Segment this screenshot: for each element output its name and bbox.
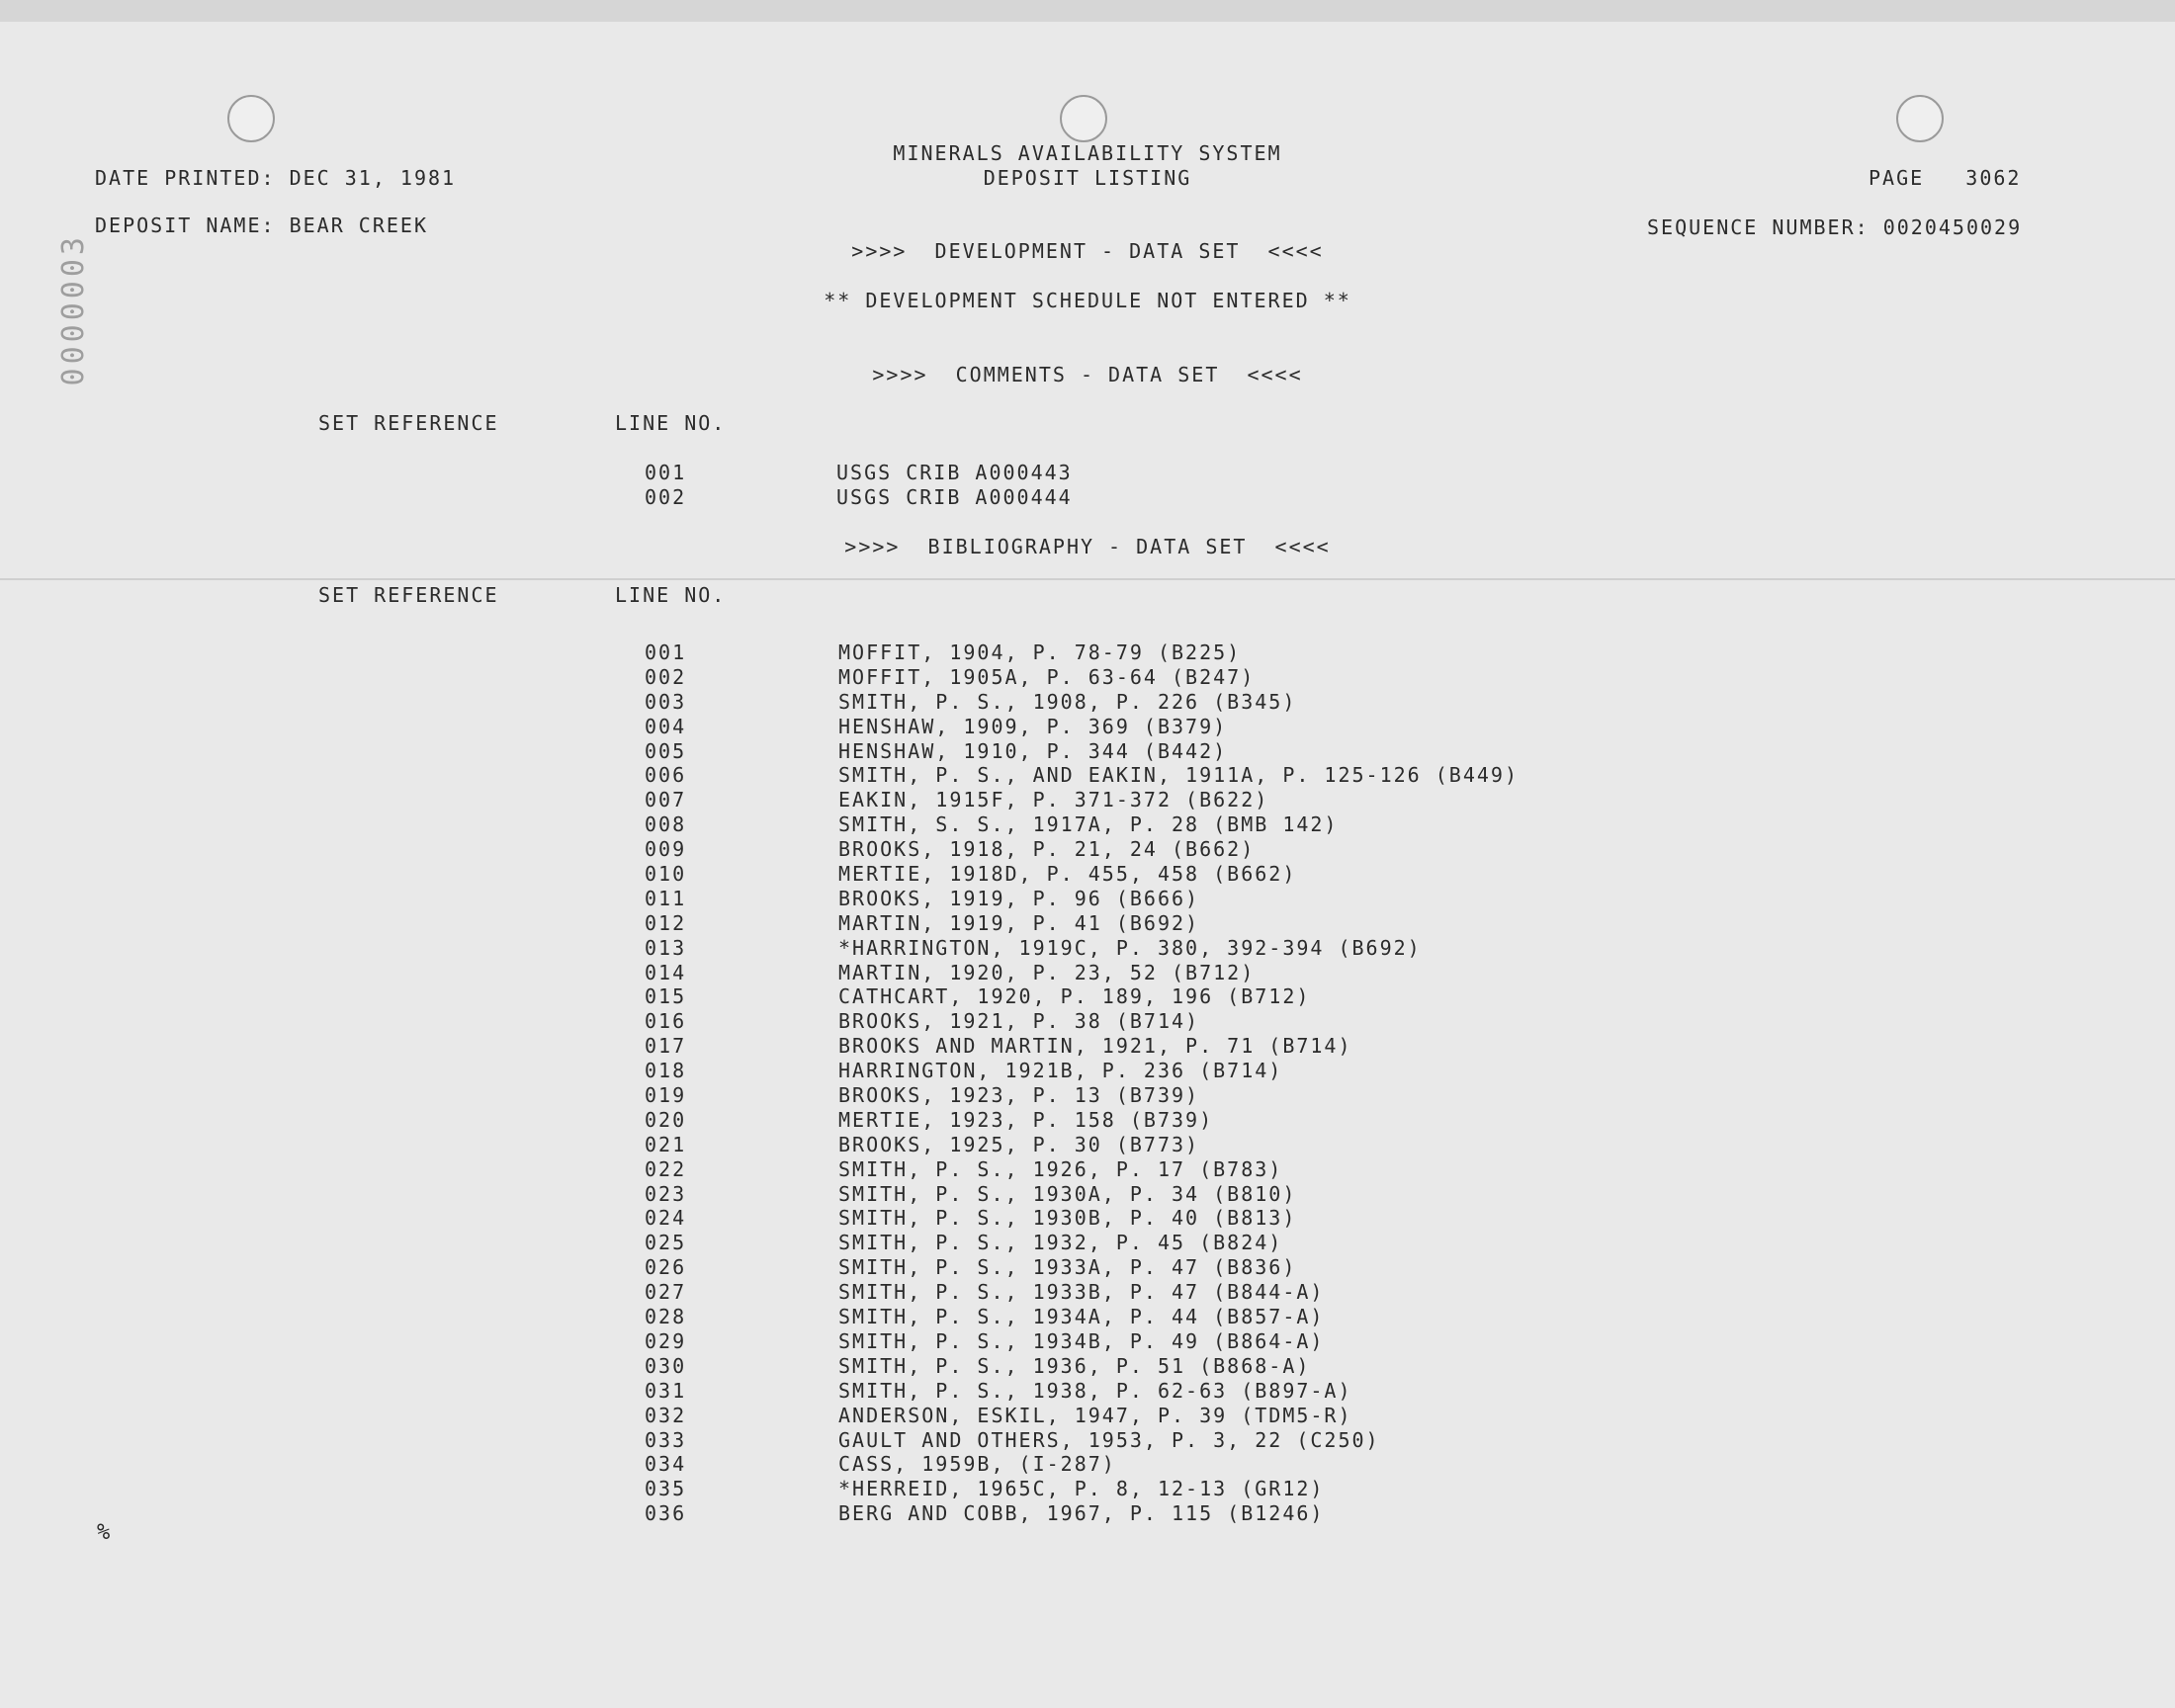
- bibliography-line-numbers: [645, 640, 686, 1526]
- bibliography-references: [838, 640, 1519, 1526]
- bibliography-line-no: 025: [645, 1231, 687, 1255]
- bibliography-reference: SMITH, P. S., 1936, P. 51 (B868-A): [838, 1353, 1311, 1378]
- bibliography-reference: *HERREID, 1965C, P. 8, 12-13 (GR12): [838, 1477, 1325, 1501]
- bibliography-reference: SMITH, P. S., 1934B, P. 49 (B864-A): [838, 1328, 1325, 1353]
- bibliography-line-no: 026: [645, 1255, 687, 1280]
- fold-line: [0, 578, 2175, 580]
- bibliography-col-line-no: LINE NO.: [615, 583, 727, 607]
- bibliography-reference: BROOKS, 1923, P. 13 (B739): [838, 1083, 1200, 1108]
- bibliography-line-no: 017: [645, 1034, 687, 1059]
- bibliography-line-no: 023: [645, 1181, 687, 1206]
- bibliography-reference: MARTIN, 1920, P. 23, 52 (B712): [838, 960, 1256, 984]
- listing-title: DEPOSIT LISTING: [983, 166, 1192, 190]
- comment-text: USGS CRIB A000443: [836, 461, 1073, 484]
- bibliography-reference: SMITH, P. S., 1934A, P. 44 (B857-A): [838, 1305, 1325, 1329]
- bibliography-line-no: 015: [645, 984, 687, 1009]
- bibliography-reference: SMITH, P. S., 1933A, P. 47 (B836): [838, 1255, 1297, 1280]
- comments-col-set-reference: SET REFERENCE: [318, 411, 499, 435]
- comment-text: USGS CRIB A000444: [836, 485, 1073, 509]
- bibliography-line-no: 003: [645, 689, 687, 714]
- bibliography-col-set-reference: SET REFERENCE: [318, 583, 499, 607]
- bibliography-line-no: 016: [645, 1009, 687, 1034]
- bibliography-reference: SMITH, P. S., AND EAKIN, 1911A, P. 125-126 (B449): [838, 763, 1520, 788]
- bibliography-line-no: 021: [645, 1132, 687, 1156]
- bibliography-line-no: 028: [645, 1305, 687, 1329]
- system-title: MINERALS AVAILABILITY SYSTEM: [893, 141, 1282, 165]
- bibliography-reference: SMITH, P. S., 1932, P. 45 (B824): [838, 1231, 1283, 1255]
- bibliography-heading: >>>> BIBLIOGRAPHY - DATA SET <<<<: [844, 535, 1331, 558]
- bibliography-reference: BROOKS, 1918, P. 21, 24 (B662): [838, 837, 1256, 862]
- bibliography-line-no: 011: [645, 886, 687, 910]
- page-number: PAGE 3062: [1869, 166, 2022, 190]
- comment-line-no: 001: [645, 461, 687, 484]
- bibliography-line-no: 012: [645, 910, 687, 935]
- bibliography-reference: MOFFIT, 1904, P. 78-79 (B225): [838, 640, 1242, 664]
- bibliography-reference: BROOKS, 1919, P. 96 (B666): [838, 886, 1200, 910]
- bibliography-reference: HENSHAW, 1910, P. 344 (B442): [838, 738, 1228, 763]
- bibliography-reference: CATHCART, 1920, P. 189, 196 (B712): [838, 984, 1311, 1009]
- bibliography-line-no: 019: [645, 1083, 687, 1108]
- bibliography-reference: CASS, 1959B, (I-287): [838, 1452, 1116, 1477]
- margin-code: 0000003: [56, 233, 91, 386]
- bibliography-line-no: 020: [645, 1107, 687, 1132]
- bibliography-line-no: 001: [645, 640, 687, 664]
- bibliography-line-no: 029: [645, 1328, 687, 1353]
- development-heading: >>>> DEVELOPMENT - DATA SET <<<<: [851, 239, 1324, 263]
- bibliography-line-no: 005: [645, 738, 687, 763]
- bibliography-line-no: 030: [645, 1353, 687, 1378]
- punch-hole-left: [227, 95, 275, 142]
- bibliography-reference: GAULT AND OTHERS, 1953, P. 3, 22 (C250): [838, 1427, 1380, 1452]
- bibliography-line-no: 018: [645, 1059, 687, 1083]
- comment-line-no: 002: [645, 485, 687, 509]
- punch-hole-center: [1060, 95, 1107, 142]
- bibliography-reference: MARTIN, 1919, P. 41 (B692): [838, 910, 1200, 935]
- sequence-number: SEQUENCE NUMBER: 0020450029: [1647, 215, 2023, 239]
- bibliography-line-no: 009: [645, 837, 687, 862]
- bibliography-line-no: 033: [645, 1427, 687, 1452]
- bibliography-line-no: 002: [645, 664, 687, 689]
- bibliography-line-no: 008: [645, 812, 687, 837]
- bibliography-reference: SMITH, P. S., 1930A, P. 34 (B810): [838, 1181, 1297, 1206]
- bibliography-line-no: 004: [645, 714, 687, 738]
- bibliography-reference: BROOKS AND MARTIN, 1921, P. 71 (B714): [838, 1034, 1352, 1059]
- bibliography-line-no: 007: [645, 788, 687, 812]
- bibliography-reference: BROOKS, 1925, P. 30 (B773): [838, 1132, 1200, 1156]
- bibliography-line-no: 013: [645, 935, 687, 960]
- development-note: ** DEVELOPMENT SCHEDULE NOT ENTERED **: [824, 289, 1351, 312]
- bibliography-line-no: 035: [645, 1477, 687, 1501]
- comments-heading: >>>> COMMENTS - DATA SET <<<<: [872, 363, 1303, 386]
- bibliography-line-no: 014: [645, 960, 687, 984]
- bibliography-reference: MERTIE, 1923, P. 158 (B739): [838, 1107, 1214, 1132]
- bibliography-reference: SMITH, P. S., 1933B, P. 47 (B844-A): [838, 1280, 1325, 1305]
- bibliography-reference: ANDERSON, ESKIL, 1947, P. 39 (TDM5-R): [838, 1403, 1352, 1427]
- bibliography-reference: HENSHAW, 1909, P. 369 (B379): [838, 714, 1228, 738]
- bibliography-reference: MERTIE, 1918D, P. 455, 458 (B662): [838, 862, 1297, 887]
- bibliography-reference: SMITH, S. S., 1917A, P. 28 (BMB 142): [838, 812, 1339, 837]
- bibliography-line-no: 027: [645, 1280, 687, 1305]
- bibliography-reference: SMITH, P. S., 1930B, P. 40 (B813): [838, 1206, 1297, 1231]
- bibliography-line-no: 006: [645, 763, 687, 788]
- comments-col-line-no: LINE NO.: [615, 411, 727, 435]
- date-printed: DATE PRINTED: DEC 31, 1981: [95, 166, 457, 190]
- bibliography-line-no: 036: [645, 1501, 687, 1526]
- bibliography-line-no: 024: [645, 1206, 687, 1231]
- bibliography-reference: EAKIN, 1915F, P. 371-372 (B622): [838, 788, 1269, 812]
- bibliography-reference: BERG AND COBB, 1967, P. 115 (B1246): [838, 1501, 1325, 1526]
- bibliography-reference: SMITH, P. S., 1926, P. 17 (B783): [838, 1156, 1283, 1181]
- bibliography-line-no: 022: [645, 1156, 687, 1181]
- bibliography-line-no: 032: [645, 1403, 687, 1427]
- bibliography-reference: HARRINGTON, 1921B, P. 236 (B714): [838, 1059, 1283, 1083]
- bibliography-reference: SMITH, P. S., 1908, P. 226 (B345): [838, 689, 1297, 714]
- bibliography-line-no: 031: [645, 1378, 687, 1403]
- deposit-name: DEPOSIT NAME: BEAR CREEK: [95, 214, 428, 237]
- footer-mark: %: [97, 1520, 113, 1545]
- punch-hole-right: [1896, 95, 1944, 142]
- bibliography-line-no: 010: [645, 862, 687, 887]
- bibliography-reference: MOFFIT, 1905A, P. 63-64 (B247): [838, 664, 1256, 689]
- bibliography-reference: *HARRINGTON, 1919C, P. 380, 392-394 (B692): [838, 935, 1422, 960]
- bibliography-line-no: 034: [645, 1452, 687, 1477]
- bibliography-reference: BROOKS, 1921, P. 38 (B714): [838, 1009, 1200, 1034]
- bibliography-reference: SMITH, P. S., 1938, P. 62-63 (B897-A): [838, 1378, 1352, 1403]
